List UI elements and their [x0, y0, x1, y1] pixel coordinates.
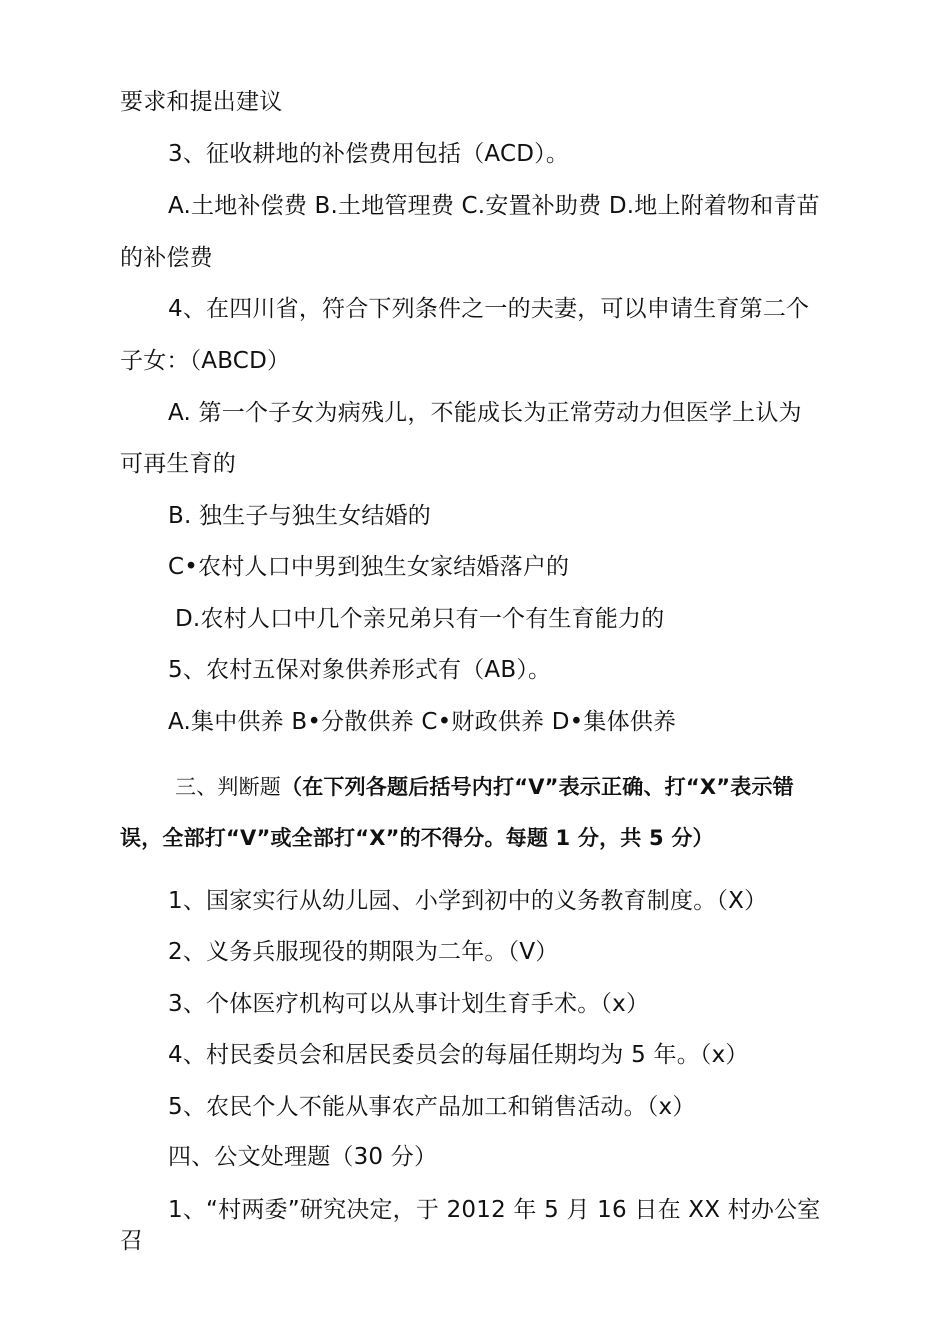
question-4-cont: 子女：（ABCD） [120, 348, 291, 374]
judgment-item: 1、国家实行从幼儿园、小学到初中的义务教育制度。（X） [168, 888, 768, 914]
section-3-instruction-cont: 误，全部打“V”或全部打“X”的不得分。每题 1 分，共 5 分） [120, 826, 714, 850]
section-3-heading-line [175, 772, 794, 802]
question-3: 3、征收耕地的补偿费用包括（ACD）。 [168, 141, 570, 167]
section-3-heading: 三、判断题 [175, 775, 281, 799]
question-4-option-a: A. 第一个子女为病残儿，不能成长为正常劳动力但医学上认为 [168, 400, 802, 426]
question-4: 4、在四川省，符合下列条件之一的夫妻，可以申请生育第二个 [168, 296, 810, 322]
judgment-item: 3、个体医疗机构可以从事计划生育手术。（x） [168, 991, 650, 1017]
text-line: 要求和提出建议 [120, 89, 283, 115]
question-5: 5、农村五保对象供养形式有（AB）。 [168, 657, 552, 683]
question-4-option-d: D.农村人口中几个亲兄弟只有一个有生育能力的 [175, 606, 665, 632]
section-4-item-1: 1、“村两委”研究决定，于 2012 年 5 月 16 日在 XX 村办公室 [168, 1197, 821, 1223]
judgment-item: 2、义务兵服现役的期限为二年。（V） [168, 939, 559, 965]
question-3-options: A.土地补偿费 B.土地管理费 C.安置补助费 D.地上附着物和青苗 [168, 193, 820, 219]
judgment-item: 4、村民委员会和居民委员会的每届任期均为 5 年。（x） [168, 1042, 749, 1068]
question-4-option-b: B. 独生子与独生女结婚的 [168, 503, 432, 529]
judgment-item: 5、农民个人不能从事农产品加工和销售活动。（x） [168, 1094, 696, 1120]
question-4-option-c: C•农村人口中男到独生女家结婚落户的 [168, 554, 570, 580]
section-4-item-1-cont: 召 [120, 1228, 144, 1254]
question-4-option-a-cont: 可再生育的 [120, 451, 236, 477]
section-4-heading: 四、公文处理题（30 分） [168, 1144, 438, 1170]
question-3-options-cont: 的补偿费 [120, 245, 213, 271]
section-3-instruction: （在下列各题后括号内打“V”表示正确、打“X”表示错 [281, 775, 794, 799]
question-5-options: A.集中供养 B•分散供养 C•财政供养 D•集体供养 [168, 709, 677, 735]
